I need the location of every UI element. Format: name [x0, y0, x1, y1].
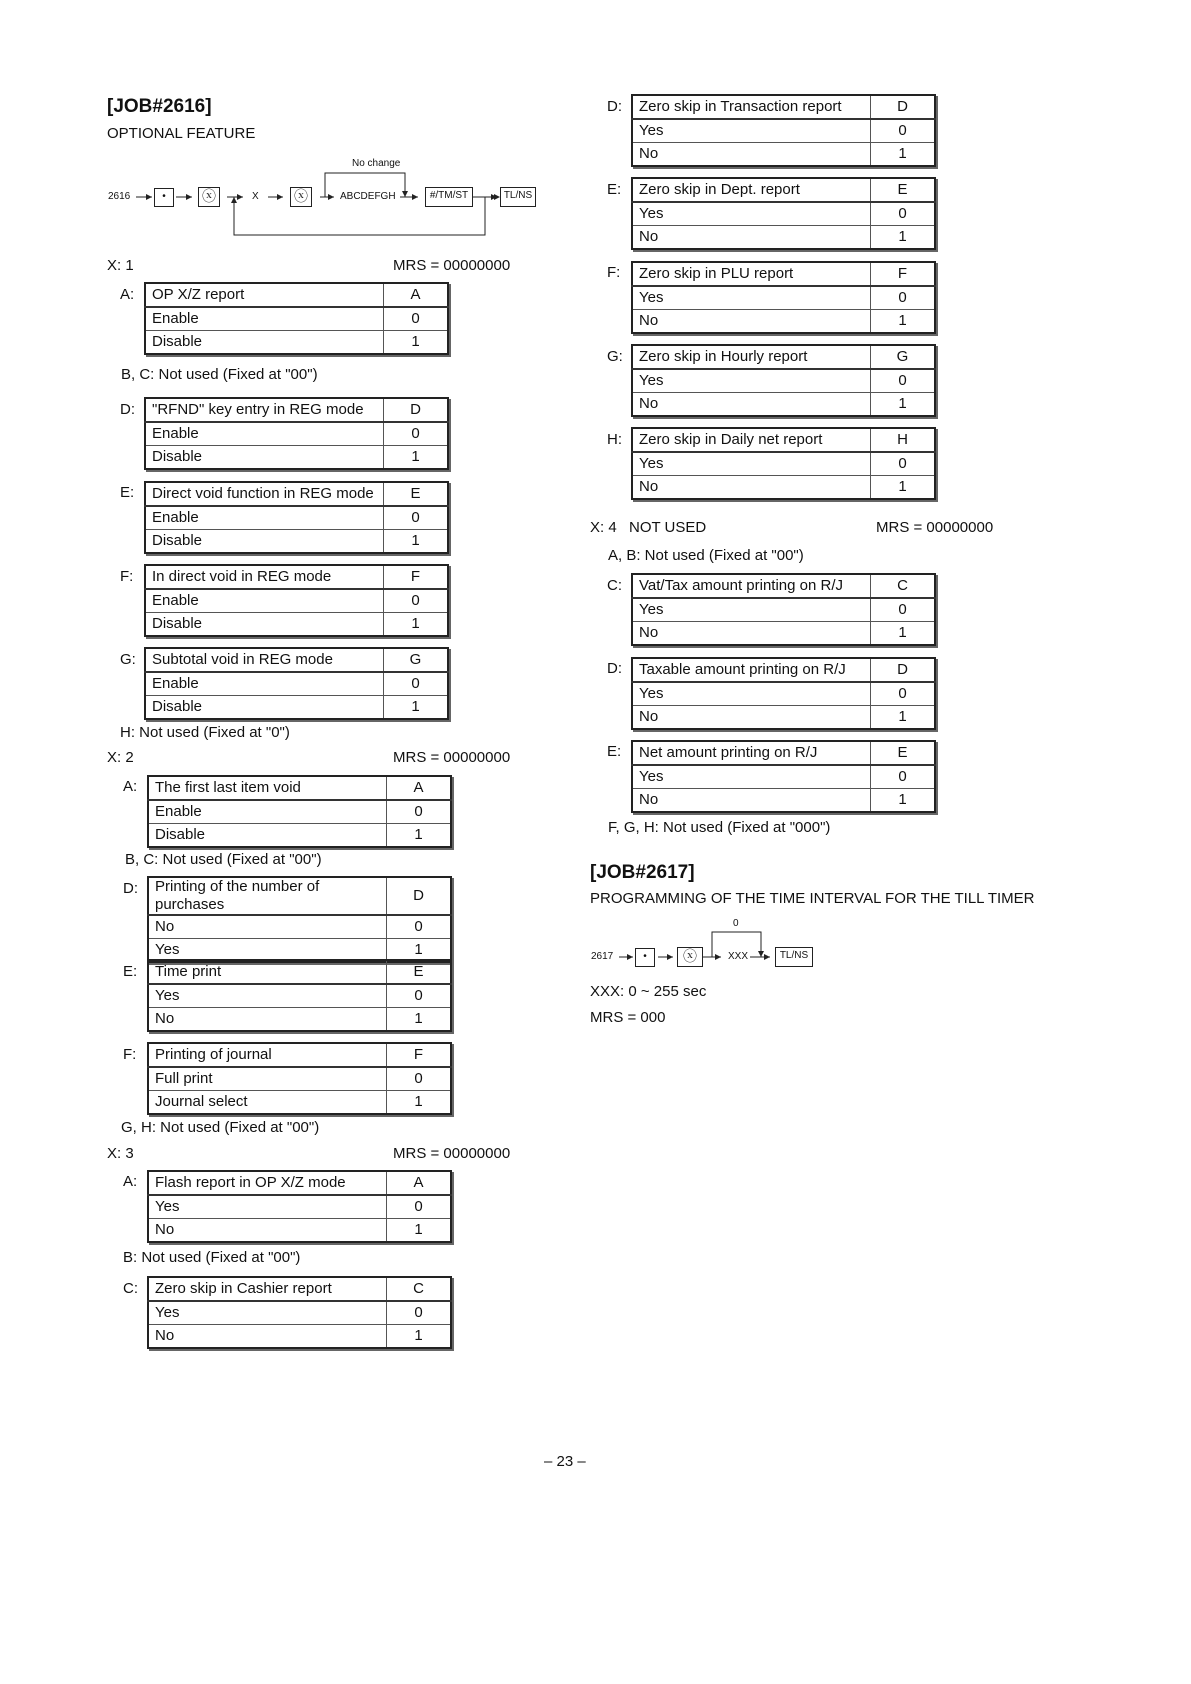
cell: 1 [871, 706, 936, 730]
cell: Taxable amount printing on R/J [632, 658, 871, 682]
x4-d-table [631, 657, 936, 730]
tm-st-key: #/TM/ST [425, 187, 473, 207]
cell: Time print [148, 960, 387, 984]
cell: Enable [145, 422, 384, 446]
cell: Disable [145, 613, 384, 637]
tl-ns-key-2617: TL/NS [775, 947, 813, 967]
x3-d-letter: D: [607, 98, 622, 115]
cell: Zero skip in Transaction report [632, 95, 871, 119]
x1-d-letter: D: [120, 401, 135, 418]
x1-f-letter: F: [120, 568, 134, 585]
cell: A [387, 776, 452, 800]
job2617-title: [JOB#2617] [590, 862, 695, 883]
flow-data: ABCDEFGH [340, 191, 396, 202]
cell: "RFND" key entry in REG mode [145, 398, 384, 422]
cell: F [871, 262, 936, 286]
cell: 0 [387, 1067, 452, 1091]
cell: 1 [387, 1008, 452, 1032]
x3-g-letter: G: [607, 348, 623, 365]
x3-f-table [631, 261, 936, 334]
x3-f-letter: F: [607, 264, 621, 281]
flow-x-label: X [252, 191, 259, 202]
cell: 1 [384, 530, 449, 554]
cell: Enable [145, 589, 384, 613]
x3-b-note: B: Not used (Fixed at "00") [123, 1249, 301, 1266]
cell: 0 [387, 1195, 452, 1219]
x3-c-letter: C: [123, 1280, 138, 1297]
cell: Disable [145, 446, 384, 470]
cell: D [387, 877, 452, 915]
x2-label: X: 2 [107, 749, 134, 766]
x4-fgh-note: F, G, H: Not used (Fixed at "000") [608, 819, 831, 836]
cell: 1 [387, 939, 452, 963]
flow-code-2617: 2617 [591, 951, 614, 962]
cell: 0 [384, 422, 449, 446]
cell: Yes [148, 984, 387, 1008]
cell: 0 [384, 589, 449, 613]
x3-a-table [147, 1170, 452, 1243]
page-number: – 23 – [544, 1453, 586, 1470]
cell: Yes [632, 452, 871, 476]
x-key-2617: ⓧ [677, 947, 703, 967]
cell: 1 [384, 446, 449, 470]
cell: Zero skip in PLU report [632, 262, 871, 286]
cell: 1 [871, 622, 936, 646]
cell: No [632, 789, 871, 813]
x2-d-letter: D: [123, 880, 138, 897]
cell: Disable [145, 331, 384, 355]
cell: 0 [871, 202, 936, 226]
x1-a-table [144, 282, 449, 355]
x2-e-table [147, 959, 452, 1032]
x1-bc-note: B, C: Not used (Fixed at "00") [121, 366, 318, 383]
x4-d-letter: D: [607, 660, 622, 677]
cell: Yes [632, 286, 871, 310]
cell: A [384, 283, 449, 307]
cell: 1 [384, 696, 449, 720]
cell: Yes [148, 1301, 387, 1325]
job2617-subtitle: PROGRAMMING OF THE TIME INTERVAL FOR THE TILL TIMER [590, 890, 1035, 907]
cell: Enable [145, 506, 384, 530]
x1-g-table [144, 647, 449, 720]
flow-code: 2616 [108, 191, 131, 202]
x2-d-table [147, 876, 452, 963]
x2-a-letter: A: [123, 778, 138, 795]
cell: D [871, 658, 936, 682]
x1-a-letter: A: [120, 286, 135, 303]
x3-d-table [631, 94, 936, 167]
cell: No [632, 622, 871, 646]
x3-g-table [631, 344, 936, 417]
cell: Net amount printing on R/J [632, 741, 871, 765]
cell: 1 [387, 1219, 452, 1243]
job2616-subtitle: OPTIONAL FEATURE [107, 125, 256, 142]
x1-h-note: H: Not used (Fixed at "0") [120, 724, 290, 741]
cell: 0 [871, 765, 936, 789]
cell: Zero skip in Dept. report [632, 178, 871, 202]
cell: H [871, 428, 936, 452]
x2-mrs: MRS = 00000000 [393, 749, 511, 766]
x2-a-table [147, 775, 452, 848]
cell: Printing of journal [148, 1043, 387, 1067]
cell: Enable [148, 800, 387, 824]
cell: Yes [632, 682, 871, 706]
cell: No [148, 1325, 387, 1349]
cell: 0 [384, 307, 449, 331]
cell: 1 [871, 226, 936, 250]
cell: C [871, 574, 936, 598]
cell: The first last item void [148, 776, 387, 800]
x2-gh-note: G, H: Not used (Fixed at "00") [121, 1119, 320, 1136]
x4-mrs: MRS = 00000000 [876, 519, 994, 536]
cell: 0 [871, 369, 936, 393]
cell: Direct void function in REG mode [145, 482, 384, 506]
x1-g-letter: G: [120, 651, 136, 668]
cell: 1 [387, 824, 452, 848]
x4-label: X: 4 [590, 519, 617, 536]
x2-bc-note: B, C: Not used (Fixed at "00") [125, 851, 322, 868]
cell: C [387, 1277, 452, 1301]
cell: No [632, 706, 871, 730]
cell: 1 [871, 476, 936, 500]
x1-mrs: MRS = 00000000 [393, 257, 511, 274]
x2-e-letter: E: [123, 963, 138, 980]
cell: E [871, 741, 936, 765]
x3-h-table [631, 427, 936, 500]
cell: 0 [387, 984, 452, 1008]
x1-f-table [144, 564, 449, 637]
x4-c-table [631, 573, 936, 646]
cell: No [632, 143, 871, 167]
cell: No [148, 1219, 387, 1243]
cell: Subtotal void in REG mode [145, 648, 384, 672]
x4-c-letter: C: [607, 577, 622, 594]
x3-h-letter: H: [607, 431, 622, 448]
cell: No [148, 915, 387, 939]
x1-e-letter: E: [120, 484, 135, 501]
cell: Journal select [148, 1091, 387, 1115]
cell: Disable [148, 824, 387, 848]
cell: 1 [871, 310, 936, 334]
cell: Flash report in OP X/Z mode [148, 1171, 387, 1195]
cell: 0 [384, 672, 449, 696]
cell: Zero skip in Hourly report [632, 345, 871, 369]
tl-ns-key: TL/NS [500, 187, 536, 207]
cell: Vat/Tax amount printing on R/J [632, 574, 871, 598]
cell: E [387, 960, 452, 984]
cell: 0 [871, 682, 936, 706]
x4-ab-note: A, B: Not used (Fixed at "00") [608, 547, 804, 564]
x2-f-table [147, 1042, 452, 1115]
cell: Zero skip in Cashier report [148, 1277, 387, 1301]
decimal-key: • [154, 188, 174, 207]
x4-e-table [631, 740, 936, 813]
x2-f-letter: F: [123, 1046, 137, 1063]
cell: D [384, 398, 449, 422]
cell: 1 [871, 393, 936, 417]
x1-e-table [144, 481, 449, 554]
cell: In direct void in REG mode [145, 565, 384, 589]
flow-zero-2617: 0 [733, 918, 739, 929]
cell: 0 [387, 915, 452, 939]
cell: No [632, 310, 871, 334]
cell: 1 [387, 1325, 452, 1349]
cell: Yes [148, 1195, 387, 1219]
cell: 0 [387, 800, 452, 824]
cell: F [387, 1043, 452, 1067]
cell: 1 [871, 143, 936, 167]
x-key-2: ⓧ [290, 187, 312, 207]
cell: Yes [148, 939, 387, 963]
cell: G [871, 345, 936, 369]
cell: Disable [145, 530, 384, 554]
cell: A [387, 1171, 452, 1195]
x-key: ⓧ [198, 187, 220, 207]
cell: 1 [387, 1091, 452, 1115]
decimal-key-2617: • [635, 948, 655, 967]
no-change-label: No change [352, 158, 401, 169]
cell: Enable [145, 672, 384, 696]
arrow-to-tlns [470, 190, 500, 204]
x3-c-table [147, 1276, 452, 1349]
flow-data-2617: XXX [728, 951, 749, 962]
cell: 0 [871, 452, 936, 476]
cell: D [871, 95, 936, 119]
cell: Yes [632, 202, 871, 226]
cell: No [632, 226, 871, 250]
x3-e-letter: E: [607, 181, 622, 198]
job2617-range: XXX: 0 ~ 255 sec [590, 983, 707, 1000]
cell: F [384, 565, 449, 589]
cell: G [384, 648, 449, 672]
x3-mrs: MRS = 00000000 [393, 1145, 511, 1162]
cell: No [632, 476, 871, 500]
cell: 1 [384, 331, 449, 355]
cell: Yes [632, 598, 871, 622]
x3-e-table [631, 177, 936, 250]
job2617-mrs: MRS = 000 [590, 1009, 666, 1026]
cell: Yes [632, 369, 871, 393]
cell: Full print [148, 1067, 387, 1091]
cell: Yes [632, 119, 871, 143]
cell: Printing of the number of purchases [148, 877, 387, 915]
cell: 0 [387, 1301, 452, 1325]
cell: 1 [871, 789, 936, 813]
x3-a-letter: A: [123, 1173, 138, 1190]
x3-label: X: 3 [107, 1145, 134, 1162]
cell: No [632, 393, 871, 417]
cell: E [384, 482, 449, 506]
cell: E [871, 178, 936, 202]
cell: 0 [871, 598, 936, 622]
x4-title: NOT USED [629, 519, 707, 536]
cell: 0 [384, 506, 449, 530]
x1-d-table [144, 397, 449, 470]
x1-label: X: 1 [107, 257, 134, 274]
cell: Yes [632, 765, 871, 789]
cell: No [148, 1008, 387, 1032]
cell: Zero skip in Daily net report [632, 428, 871, 452]
cell: Disable [145, 696, 384, 720]
cell: 0 [871, 286, 936, 310]
cell: 0 [871, 119, 936, 143]
job2616-title: [JOB#2616] [107, 96, 212, 117]
cell: 1 [384, 613, 449, 637]
x4-e-letter: E: [607, 743, 622, 760]
cell: Enable [145, 307, 384, 331]
cell: OP X/Z report [145, 283, 384, 307]
